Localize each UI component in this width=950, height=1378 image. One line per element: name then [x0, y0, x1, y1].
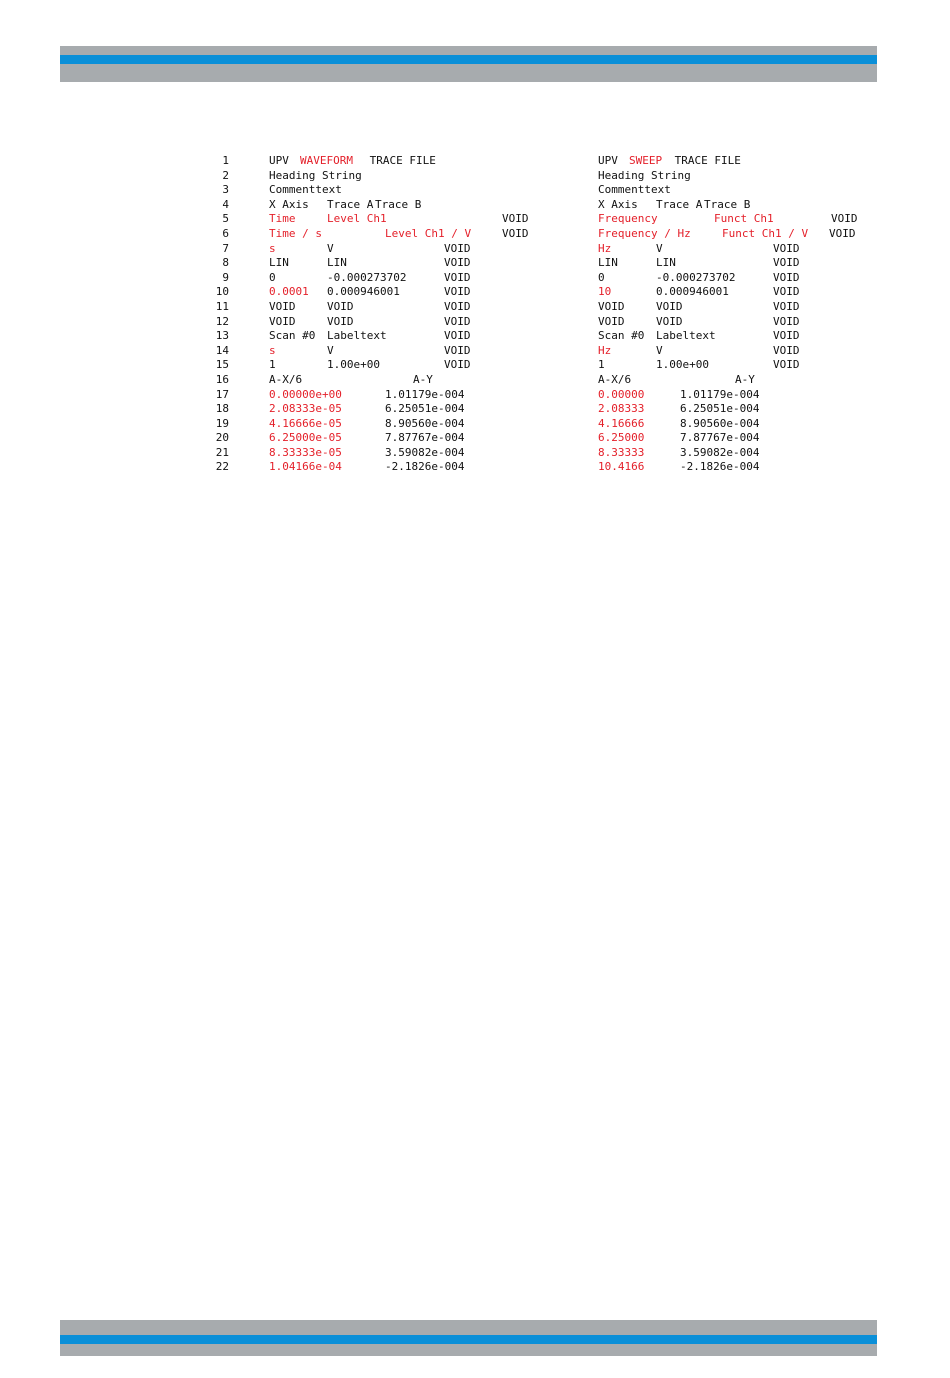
line-5 — [590, 212, 875, 227]
line-number: 16 — [215, 372, 229, 386]
data-row — [590, 446, 875, 461]
data-y: -2.1826e-004 — [385, 460, 465, 474]
trace-b-label: VOID — [829, 226, 856, 240]
scan-y-unit: V — [327, 343, 334, 357]
line-3 — [205, 183, 545, 198]
void-cell: VOID — [656, 314, 683, 328]
line-9 — [205, 271, 545, 286]
line-11 — [205, 300, 545, 315]
data-x: 0.00000 — [598, 387, 645, 401]
file-title-suffix: TRACE FILE — [363, 154, 436, 167]
trace-b-min: VOID — [444, 270, 471, 284]
data-y: 6.25051e-004 — [385, 402, 465, 416]
void-cell: VOID — [444, 329, 471, 343]
trace-b-label: VOID — [502, 226, 529, 240]
column-header-y: A-Y — [735, 372, 755, 386]
line-number: 6 — [222, 226, 229, 240]
scan-value: 1.00e+00 — [656, 358, 709, 372]
line-4 — [205, 198, 545, 213]
line-14 — [590, 344, 875, 359]
line-number: 15 — [215, 358, 229, 372]
data-x: 4.16666 — [598, 416, 645, 430]
line-10 — [590, 285, 875, 300]
header-stripe — [60, 55, 877, 64]
trace-a-max: 0.000946001 — [656, 285, 729, 299]
void-cell: VOID — [444, 358, 471, 372]
heading-string: Heading String — [598, 168, 691, 182]
footer-band — [60, 1320, 877, 1356]
scan-label: Scan #0 — [598, 329, 645, 343]
trace-a-header: Trace A — [656, 197, 703, 211]
data-row — [205, 446, 545, 461]
data-x: 10.4166 — [598, 460, 645, 474]
sweep-trace-file-listing — [590, 154, 875, 475]
data-y: 8.90560e-004 — [680, 416, 760, 430]
x-axis-label: Time / s — [269, 226, 322, 240]
data-x: 2.08333 — [598, 402, 645, 416]
file-title-prefix: UPV — [598, 154, 625, 167]
void-cell: VOID — [656, 299, 683, 313]
scan-index: 1 — [598, 358, 605, 372]
trace-b-scale: VOID — [773, 256, 800, 270]
line-6 — [205, 227, 545, 242]
waveform-trace-file-listing — [205, 154, 545, 475]
line-8 — [590, 256, 875, 271]
trace-b-header: Trace B — [704, 197, 751, 211]
line-6 — [590, 227, 875, 242]
void-cell: VOID — [327, 314, 354, 328]
line-9 — [590, 271, 875, 286]
void-cell: VOID — [444, 314, 471, 328]
file-type-sweep: SWEEP — [629, 154, 663, 167]
footer-stripe — [60, 1335, 877, 1344]
data-x: 1.04166e-04 — [269, 460, 342, 474]
line-10 — [205, 285, 545, 300]
trace-a-min: -0.000273702 — [327, 270, 407, 284]
line-number: 20 — [215, 431, 229, 445]
x-axis-header: X Axis — [598, 197, 638, 211]
data-row — [205, 388, 545, 403]
x-axis-max: 10 — [598, 285, 612, 299]
data-row — [590, 460, 875, 475]
void-cell: VOID — [444, 299, 471, 313]
data-row — [590, 417, 875, 432]
line-number: 17 — [215, 387, 229, 401]
column-header-x: A-X/6 — [269, 372, 303, 386]
line-number: 12 — [215, 314, 229, 328]
trace-a-min: -0.000273702 — [656, 270, 736, 284]
trace-b-min: VOID — [773, 270, 800, 284]
trace-a-header: Trace A — [327, 197, 374, 211]
data-x: 4.16666e-05 — [269, 416, 342, 430]
scan-value: 1.00e+00 — [327, 358, 380, 372]
line-number: 1 — [222, 154, 229, 167]
data-row — [590, 388, 875, 403]
trace-a-scale: LIN — [327, 256, 347, 270]
void-cell: VOID — [598, 314, 625, 328]
x-axis-label: Frequency / Hz — [598, 226, 691, 240]
line-7 — [205, 242, 545, 257]
trace-b-scale: VOID — [444, 256, 471, 270]
line-number: 22 — [215, 460, 229, 474]
void-cell: VOID — [598, 299, 625, 313]
trace-b-name: VOID — [831, 212, 858, 226]
void-cell: VOID — [773, 329, 800, 343]
heading-string: Heading String — [269, 168, 362, 182]
void-cell: VOID — [773, 299, 800, 313]
comment-text: Commenttext — [598, 183, 671, 197]
file-type-waveform: WAVEFORM — [300, 154, 353, 167]
line-16 — [205, 373, 545, 388]
line-3 — [590, 183, 875, 198]
line-number: 5 — [222, 212, 229, 226]
data-y: 6.25051e-004 — [680, 402, 760, 416]
data-x: 8.33333 — [598, 445, 645, 459]
x-axis-header: X Axis — [269, 197, 309, 211]
void-cell: VOID — [773, 314, 800, 328]
trace-a-max: 0.000946001 — [327, 285, 400, 299]
line-15 — [590, 358, 875, 373]
scan-label: Scan #0 — [269, 329, 316, 343]
trace-b-unit: VOID — [773, 241, 800, 255]
line-11 — [590, 300, 875, 315]
file-title-suffix: TRACE FILE — [668, 154, 741, 167]
data-x: 8.33333e-05 — [269, 445, 342, 459]
line-number: 14 — [215, 343, 229, 357]
x-axis-min: 0 — [269, 270, 276, 284]
line-number: 10 — [215, 285, 229, 299]
line-16 — [590, 373, 875, 388]
data-y: 1.01179e-004 — [385, 387, 465, 401]
x-axis-name: Time — [269, 212, 296, 226]
data-row — [590, 431, 875, 446]
column-header-x: A-X/6 — [598, 372, 632, 386]
header-band — [60, 46, 877, 82]
line-2 — [205, 169, 545, 184]
x-axis-min: 0 — [598, 270, 605, 284]
trace-b-max: VOID — [773, 285, 800, 299]
data-x: 6.25000e-05 — [269, 431, 342, 445]
data-y: 8.90560e-004 — [385, 416, 465, 430]
scan-x-unit: Hz — [598, 343, 612, 357]
data-y: 7.87767e-004 — [680, 431, 760, 445]
scan-y-unit: V — [656, 343, 663, 357]
trace-b-header: Trace B — [375, 197, 422, 211]
comment-text: Commenttext — [269, 183, 342, 197]
data-row — [205, 460, 545, 475]
line-2 — [590, 169, 875, 184]
line-5 — [205, 212, 545, 227]
line-number: 2 — [222, 168, 229, 182]
trace-b-unit: VOID — [444, 241, 471, 255]
data-x: 6.25000 — [598, 431, 645, 445]
line-number: 21 — [215, 445, 229, 459]
trace-a-name: Funct Ch1 — [714, 212, 774, 226]
data-row — [590, 402, 875, 417]
data-row — [205, 402, 545, 417]
line-number: 18 — [215, 402, 229, 416]
data-row — [205, 431, 545, 446]
line-1 — [205, 154, 545, 169]
void-cell: VOID — [773, 343, 800, 357]
line-15 — [205, 358, 545, 373]
x-axis-unit: s — [269, 241, 276, 255]
line-number: 13 — [215, 329, 229, 343]
data-y: 7.87767e-004 — [385, 431, 465, 445]
line-number: 7 — [222, 241, 229, 255]
line-8 — [205, 256, 545, 271]
data-y: -2.1826e-004 — [680, 460, 760, 474]
data-row — [205, 417, 545, 432]
column-header-y: A-Y — [413, 372, 433, 386]
line-13 — [205, 329, 545, 344]
scan-index: 1 — [269, 358, 276, 372]
line-number: 11 — [215, 299, 229, 313]
file-title-prefix: UPV — [269, 154, 296, 167]
label-text: Labeltext — [656, 329, 716, 343]
data-y: 3.59082e-004 — [385, 445, 465, 459]
line-12 — [590, 315, 875, 330]
x-axis-max: 0.0001 — [269, 285, 309, 299]
line-13 — [590, 329, 875, 344]
line-7 — [590, 242, 875, 257]
void-cell: VOID — [269, 314, 296, 328]
trace-b-max: VOID — [444, 285, 471, 299]
x-axis-unit: Hz — [598, 241, 612, 255]
line-12 — [205, 315, 545, 330]
void-cell: VOID — [773, 358, 800, 372]
x-axis-name: Frequency — [598, 212, 658, 226]
x-axis-scale: LIN — [269, 256, 289, 270]
void-cell: VOID — [444, 343, 471, 357]
trace-b-name: VOID — [502, 212, 529, 226]
line-14 — [205, 344, 545, 359]
line-number: 3 — [222, 183, 229, 197]
trace-a-scale: LIN — [656, 256, 676, 270]
line-number: 4 — [222, 197, 229, 211]
line-number: 9 — [222, 270, 229, 284]
trace-a-label: Level Ch1 / V — [385, 226, 472, 240]
trace-a-unit: V — [656, 241, 663, 255]
void-cell: VOID — [269, 299, 296, 313]
line-number: 8 — [222, 256, 229, 270]
data-y: 3.59082e-004 — [680, 445, 760, 459]
x-axis-scale: LIN — [598, 256, 618, 270]
data-x: 0.00000e+00 — [269, 387, 342, 401]
trace-a-label: Funct Ch1 / V — [722, 226, 809, 240]
trace-a-name: Level Ch1 — [327, 212, 387, 226]
scan-x-unit: s — [269, 343, 276, 357]
line-number: 19 — [215, 416, 229, 430]
line-1 — [590, 154, 875, 169]
label-text: Labeltext — [327, 329, 387, 343]
data-y: 1.01179e-004 — [680, 387, 760, 401]
data-x: 2.08333e-05 — [269, 402, 342, 416]
void-cell: VOID — [327, 299, 354, 313]
line-4 — [590, 198, 875, 213]
trace-a-unit: V — [327, 241, 334, 255]
